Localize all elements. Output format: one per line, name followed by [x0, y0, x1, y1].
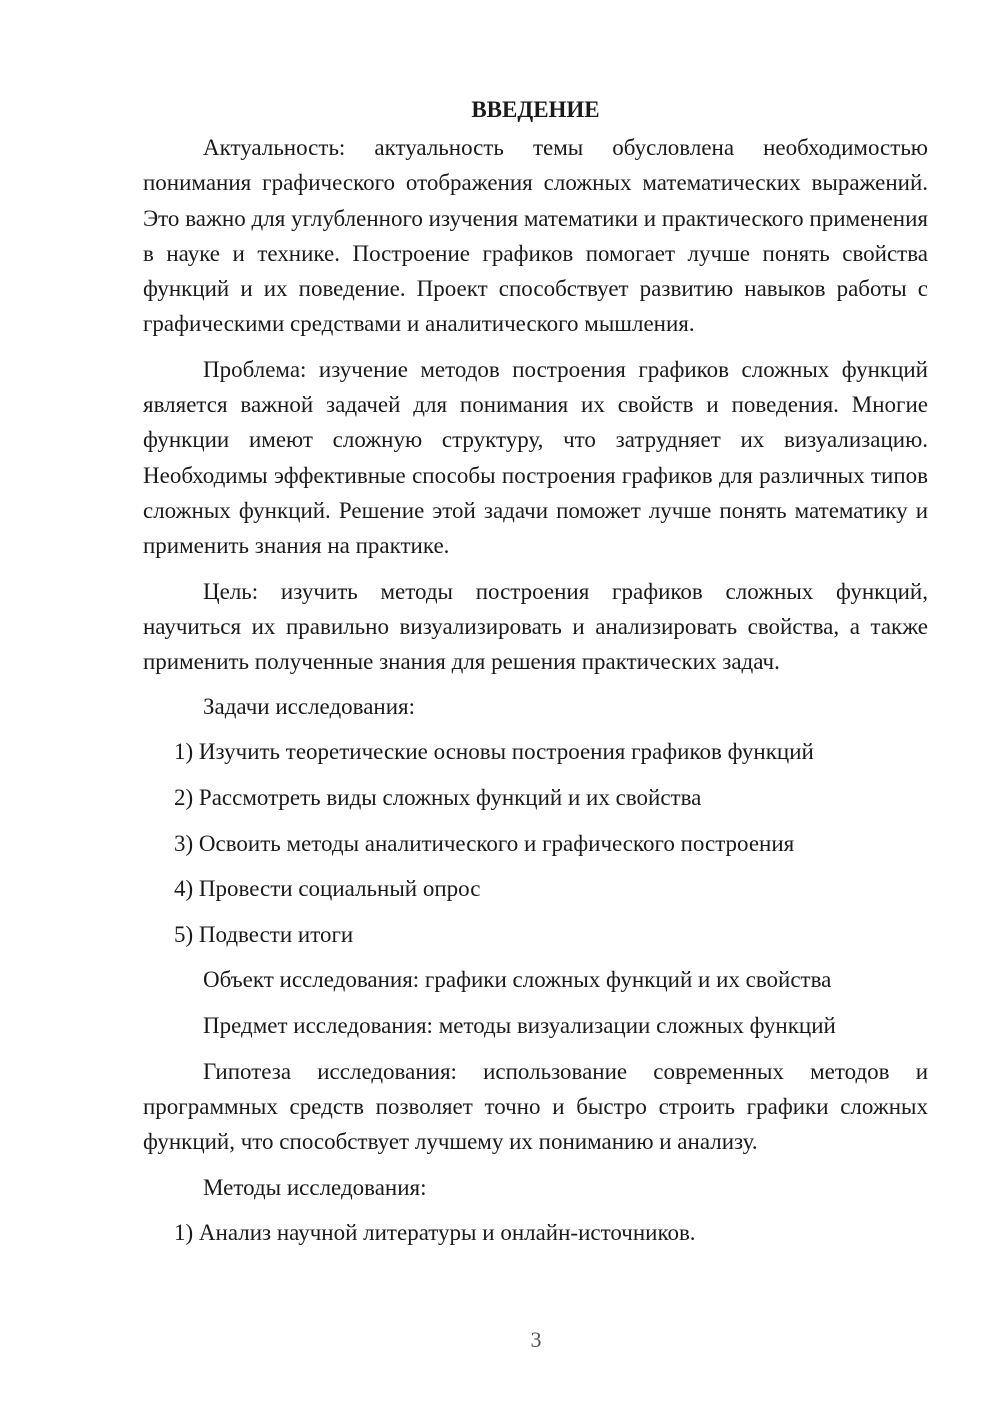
methods-list: [143, 1215, 928, 1250]
paragraph-problem: Проблема: изучение методов построения графиков сложных функций является важной задачей для понимания их свойств и поведения. Многие функции имеют сложную структуру, что затрудняет их визуализацию. Необходимы эффективные способы построения графиков для различных типов сложных функций. Решение этой задачи поможет лучше понять математику и применить знания на практике.: [143, 356, 928, 559]
list-item: 1) Анализ научной литературы и онлайн-источников.: [174, 1220, 696, 1246]
list-item: 2) Рассмотреть виды сложных функций и их свойства: [174, 785, 702, 811]
research-subject: Предмет исследования: методы визуализации сложных функций: [203, 1013, 836, 1039]
tasks-heading: Задачи исследования:: [203, 694, 416, 720]
list-item: 3) Освоить методы аналитического и графического построения: [174, 830, 795, 856]
list-item: 1) Изучить теоретические основы построения графиков функций: [174, 739, 814, 765]
document-page: [143, 92, 928, 1250]
paragraph-relevance: Актуальность: актуальность темы обусловлена необходимостью понимания графического отображения сложных математических выражений. Это важно для углубленного изучения математики и практического применения в науке и технике. Построение графиков помогает лучше понять свойства функций и их поведение. Проект способствует развитию навыков работы с графическими средствами и аналитического мышления.: [143, 135, 928, 337]
page-number: 3: [530, 1327, 542, 1352]
methods-heading: Методы исследования:: [203, 1174, 427, 1200]
paragraph-goal: Цель: изучить методы построения графиков сложных функций, научиться их правильно визуализировать и анализировать свойства, а также применить полученные знания для решения практических задач.: [143, 578, 928, 675]
paragraph-hypothesis: Гипотеза исследования: использование современных методов и программных средств позволяет точно и быстро строить графики сложных функций, что способствует лучшему их пониманию и анализу.: [143, 1058, 928, 1155]
tasks-list: [143, 734, 928, 951]
research-object: Объект исследования: графики сложных функций и их свойства: [203, 967, 832, 993]
list-item: 4) Провести социальный опрос: [174, 876, 481, 902]
page-title: ВВЕДЕНИЕ: [471, 97, 600, 122]
list-item: 5) Подвести итоги: [174, 921, 354, 947]
